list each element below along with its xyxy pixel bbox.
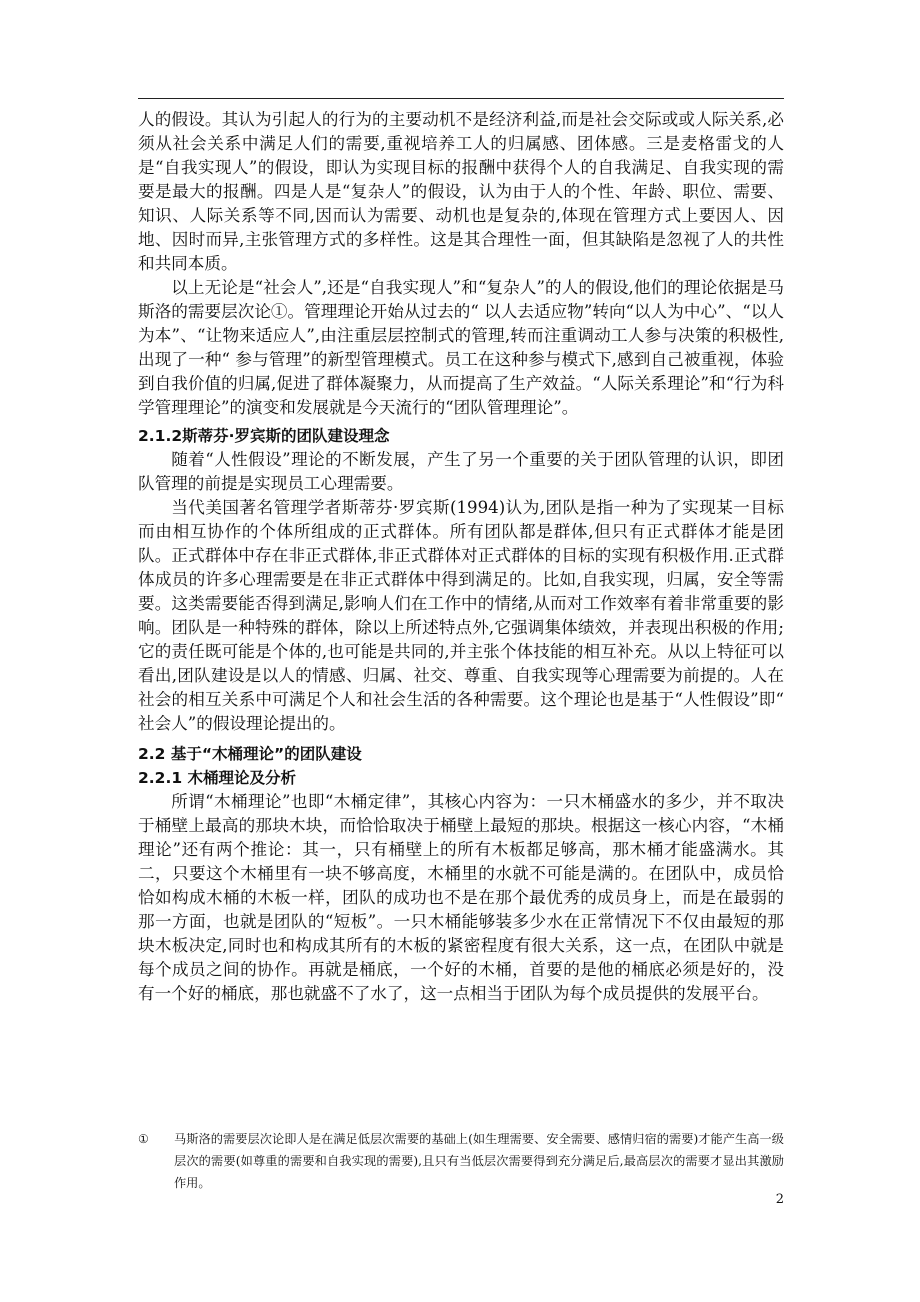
paragraph-barrel-theory: 所谓“木桶理论”也即“木桶定律”，其核心内容为：一只木桶盛水的多少，并不取决于桶壁上最高的那块木块，而恰恰取决于桶壁上最短的那块。根据这一核心内容，“木桶理论”还有两个推论：其一，只有桶壁上的所有木板都足够高，那木桶才能盛满水。其二，只要这个木桶里有一块不够高度，木桶里的水就不可能是满的。在团队中，成员恰恰如构成木桶的木板一样，团队的成功也不是在那个最优秀的成员身上，而是在最弱的那一方面，也就是团队的“短板”。一只木桶能够装多少水在正常情况下不仅由最短的那块木板决定,同时也和构成其所有的木板的紧密程度有很大关系，这一点，在团队中就是每个成员之间的协作。再就是桶底，一个好的木桶，首要的是他的桶底必须是好的，没有一个好的桶底，那也就盛不了水了，这一点相当于团队为每个成员提供的发展平台。: [138, 792, 784, 1003]
section-heading-2-2-1: 2.2.1 木桶理论及分析: [138, 769, 297, 787]
page-number: 2: [775, 1192, 784, 1207]
section-heading-2-1-2: 2.1.2斯蒂芬·罗宾斯的团队建设理念: [138, 427, 390, 445]
section-heading-2-2: 2.2 基于“木桶理论”的团队建设: [138, 745, 362, 763]
footnote: [138, 1128, 784, 1194]
paragraph-continued: 人的假设。其认为引起人的行为的主要动机不是经济利益,而是社会交际或或人际关系,必须从社会关系中满足人们的需要,重视培养工人的归属感、团体感。三是麦格雷戈的人是“自我实现人”的假设，即认为实现目标的报酬中获得个人的自我满足、自我实现的需要是最大的报酬。四是人是“复杂人”的假设，认为由于人的个性、年龄、职位、需要、知识、人际关系等不同,因而认为需要、动机也是复杂的,体现在管理方式上要因人、因地、因时而异,主张管理方式的多样性。这是其合理性一面，但其缺陷是忽视了人的共性和共同本质。: [138, 110, 784, 273]
paragraph-robbins-definition: 当代美国著名管理学者斯蒂芬·罗宾斯(1994)认为,团队是指一种为了实现某一目标而由相互协作的个体所组成的正式群体。所有团队都是群体,但只有正式群体才能是团队。正式群体中存在非正式群体,非正式群体对正式群体的目标的实现有积极作用.正式群体成员的许多心理需要是在非正式群体中得到满足的。比如,自我实现，归属，安全等需要。这类需要能否得到满足,影响人们在工作中的情绪,从而对工作效率有着非常重要的影响。团队是一种特殊的群体，除以上所述特点外,它强调集体绩效，并表现出积极的作用;它的责任既可能是个体的,也可能是共同的,并主张个体技能的相互补充。从以上特征可以看出,团队建设是以人的情感、归属、社交、尊重、自我实现等心理需要为前提的。人在社会的相互关系中可满足个人和社会生活的各种需要。这个理论也是基于“人性假设”即“ 社会人”的假设理论提出的。: [138, 498, 784, 733]
paragraph-robbins-intro: 随着“人性假设”理论的不断发展，产生了另一个重要的关于团队管理的认识，即团队管理的前提是实现员工心理需要。: [138, 450, 784, 493]
footnote-text: 马斯洛的需要层次论即人是在满足低层次需要的基础上(如生理需要、安全需要、感情归宿的需要)才能产生高一级层次的需要(如尊重的需要和自我实现的需要),且只有当低层次需要得到充分满足后,最高层次的需要才显出其激励作用。: [174, 1132, 784, 1190]
footnote-mark: ①: [138, 1132, 149, 1146]
page-body: [138, 108, 784, 1006]
header-rule: [138, 98, 784, 99]
paragraph-theory-basis: 以上无论是“社会人”,还是“自我实现人”和“复杂人”的人的假设,他们的理论依据是马斯洛的需要层次论①。管理理论开始从过去的“ 以人去适应物”转向“以人为中心”、“以人为本”、“让物来适应人”,由注重层层控制式的管理,转而注重调动工人参与决策的积极性,出现了一种“ 参与管理”的新型管理模式。员工在这种参与模式下,感到自己被重视，体验到自我价值的归属,促进了群体凝聚力，从而提高了生产效益。“人际关系理论”和“行为科学管理理论”的演变和发展就是今天流行的“团队管理理论”。: [138, 278, 784, 417]
